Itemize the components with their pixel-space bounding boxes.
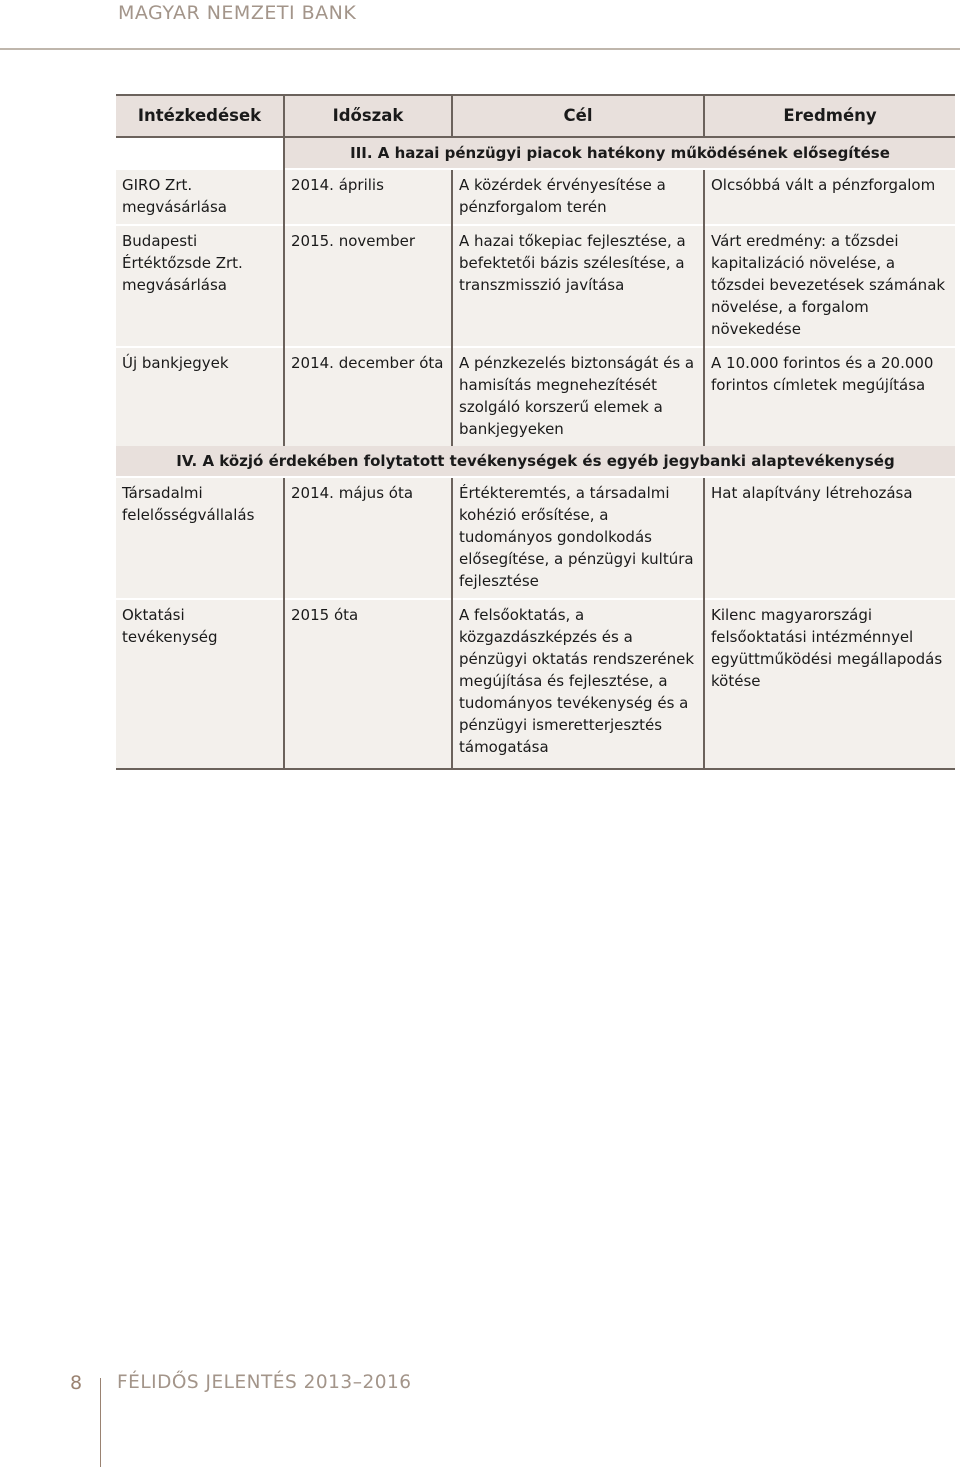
table-row [116, 477, 955, 599]
period-cell: 2014. december óta [284, 347, 452, 446]
column-header-result: Eredmény [704, 95, 955, 137]
column-header-goal: Cél [452, 95, 704, 137]
goal-cell: A felsőoktatás, a közgazdászképzés és a pénzügyi oktatás rendszerének megújítása és fejlesztése, a tudományos tevékenység és a pénzügyi ismeretterjesztés támogatása [452, 599, 704, 769]
measures-table-container [116, 94, 955, 770]
goal-cell: Értékteremtés, a társadalmi kohézió erősítése, a tudományos gondolkodás elősegítése, a pénzügyi kultúra fejlesztése [452, 477, 704, 599]
page-number: 8 [70, 1372, 83, 1394]
result-cell: Várt eredmény: a tőzsdei kapitalizáció növelése, a tőzsdei bevezetések számának növelése, a forgalom növekedése [704, 225, 955, 347]
result-cell: Kilenc magyarországi felsőoktatási intézménnyel együttműködési megállapodás kötése [704, 599, 955, 769]
measure-cell: Budapesti Értéktőzsde Zrt. megvásárlása [116, 225, 284, 347]
column-header-measures: Intézkedések [116, 95, 284, 137]
measures-table [116, 94, 955, 770]
footer-report-title: FÉLIDŐS JELENTÉS 2013–2016 [117, 1372, 412, 1393]
table-row [116, 347, 955, 446]
period-cell: 2014. április [284, 169, 452, 225]
section-heading-row [116, 446, 955, 477]
result-cell: Hat alapítvány létrehozása [704, 477, 955, 599]
measure-cell: Új bankjegyek [116, 347, 284, 446]
section-title-iv: IV. A közjó érdekében folytatott tevékenységek és egyéb jegybanki alaptevékenység [116, 446, 955, 477]
goal-cell: A hazai tőkepiac fejlesztése, a befektetői bázis szélesítése, a transzmisszió javítása [452, 225, 704, 347]
footer-divider [100, 1378, 101, 1467]
section-spacer-cell [116, 137, 284, 169]
column-header-period: Időszak [284, 95, 452, 137]
period-cell: 2015. november [284, 225, 452, 347]
header-divider [0, 48, 960, 50]
goal-cell: A pénzkezelés biztonságát és a hamisítás megnehezítését szolgáló korszerű elemek a bankjegyeken [452, 347, 704, 446]
result-cell: Olcsóbbá vált a pénzforgalom [704, 169, 955, 225]
period-cell: 2014. május óta [284, 477, 452, 599]
section-heading-row [116, 137, 955, 169]
table-row [116, 169, 955, 225]
table-row [116, 225, 955, 347]
goal-cell: A közérdek érvényesítése a pénzforgalom terén [452, 169, 704, 225]
section-title-iii: III. A hazai pénzügyi piacok hatékony működésének elősegítése [284, 137, 955, 169]
publisher-header: MAGYAR NEMZETI BANK [118, 2, 357, 24]
table-row [116, 599, 955, 769]
measure-cell: Oktatási tevékenység [116, 599, 284, 769]
result-cell: A 10.000 forintos és a 20.000 forintos címletek megújítása [704, 347, 955, 446]
measure-cell: GIRO Zrt. megvásárlása [116, 169, 284, 225]
period-cell: 2015 óta [284, 599, 452, 769]
measure-cell: Társadalmi felelősségvállalás [116, 477, 284, 599]
table-header-row [116, 95, 955, 137]
